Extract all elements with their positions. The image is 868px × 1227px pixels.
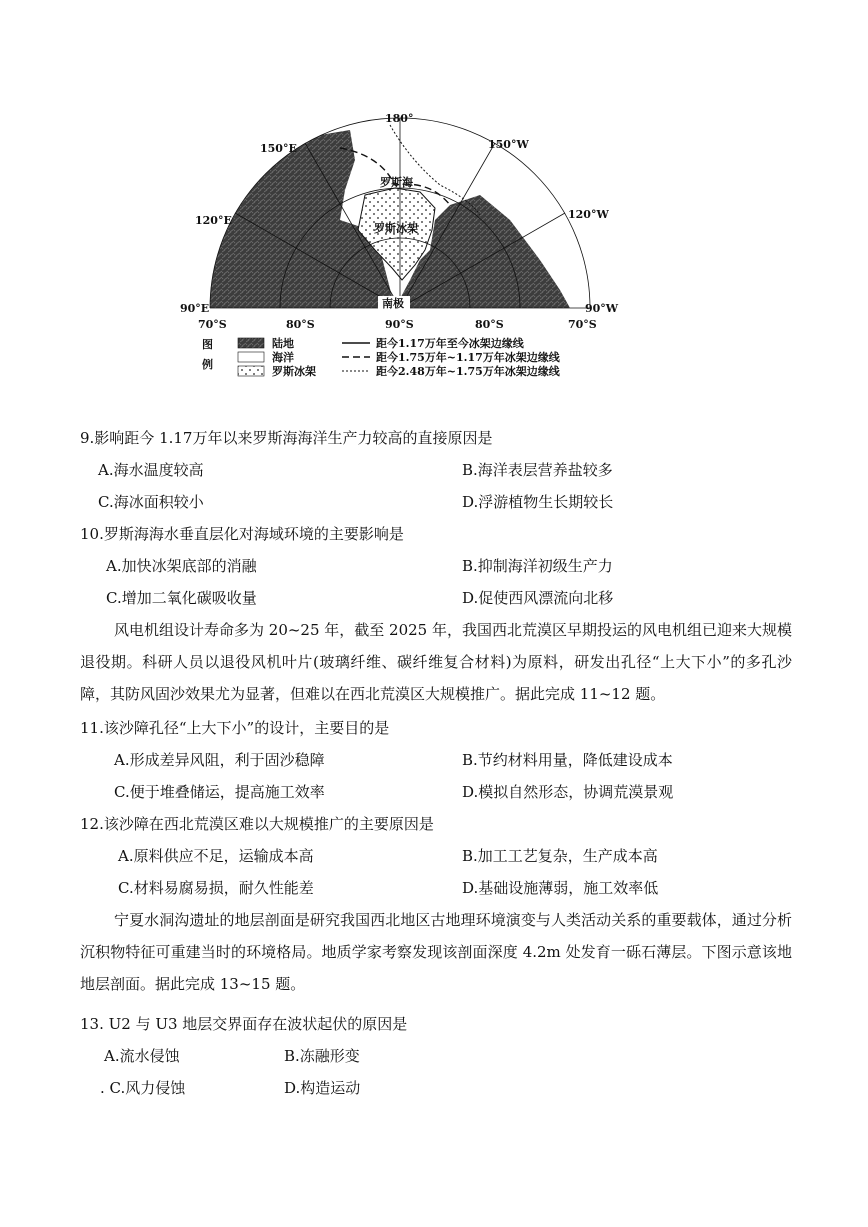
label-150w: 150°W [488, 138, 529, 151]
label-120w: 120°W [568, 208, 609, 221]
svg-text:距今2.48万年~1.75万年冰架边缘线: 距今2.48万年~1.75万年冰架边缘线 [376, 365, 560, 378]
svg-text:海洋: 海洋 [272, 351, 294, 364]
q12-option-a[interactable]: A.原料供应不足，运输成本高 [118, 847, 314, 865]
q12-option-c[interactable]: C.材料易腐易损，耐久性能差 [118, 879, 314, 897]
q13-option-a[interactable]: A.流水侵蚀 [104, 1047, 180, 1065]
label-80s-left: 80°S [286, 318, 315, 331]
q11-option-a[interactable]: A.形成差异风阻，利于固沙稳障 [114, 751, 325, 769]
passage-shuidonggou: 宁夏水洞沟遗址的地层剖面是研究我国西北地区古地理环境演变与人类活动关系的重要载体，通过分析沉积物特征可重建当时的环境格局。地质学家考察发现该剖面深度 4.2m 处发育一砾石薄层。下图示意该地地层剖面。据此完成 13~15 题。 [80, 911, 792, 993]
q9-stem: 9.影响距今 1.17万年以来罗斯海海洋生产力较高的直接原因是 [80, 429, 493, 447]
q10-stem: 10.罗斯海海水垂直层化对海域环境的主要影响是 [80, 525, 404, 543]
label-70s-left: 70°S [198, 318, 227, 331]
q13-option-c[interactable]: . C.风力侵蚀 [100, 1079, 186, 1097]
q10-option-b[interactable]: B.抑制海洋初级生产力 [462, 557, 613, 575]
q12-option-d[interactable]: D.基础设施薄弱，施工效率低 [462, 879, 659, 897]
q10-option-d[interactable]: D.促使西风漂流向北移 [462, 589, 614, 607]
q9-option-d[interactable]: D.浮游植物生长期较长 [462, 493, 614, 511]
q11-option-c[interactable]: C.便于堆叠储运，提高施工效率 [114, 783, 325, 801]
q13-option-d[interactable]: D.构造运动 [284, 1079, 361, 1097]
q10-option-c[interactable]: C.增加二氧化碳吸收量 [106, 589, 257, 607]
q11-stem: 11.该沙障孔径“上大下小”的设计，主要目的是 [80, 719, 390, 737]
svg-text:距今1.75万年~1.17万年冰架边缘线: 距今1.75万年~1.17万年冰架边缘线 [376, 351, 560, 364]
q9-option-c[interactable]: C.海冰面积较小 [98, 493, 204, 511]
q11-option-d[interactable]: D.模拟自然形态，协调荒漠景观 [462, 783, 674, 801]
passage-wind-turbine: 风电机组设计寿命多为 20~25 年，截至 2025 年，我国西北荒漠区早期投运的风电机组已迎来大规模退役期。科研人员以退役风机叶片(玻璃纤维、碳纤维复合材料)为原料，研发出孔径“上大下小”的多孔沙障，其防风固沙效果尤为显著，但难以在西北荒漠区大规模推广。据此完成 11~12 题。 [80, 621, 792, 703]
svg-text:距今1.17万年至今冰架边缘线: 距今1.17万年至今冰架边缘线 [376, 337, 524, 350]
q9-option-a[interactable]: A.海水温度较高 [98, 461, 204, 479]
label-90e: 90°E [180, 302, 210, 315]
label-90s: 90°S [385, 318, 414, 331]
label-150e: 150°E [260, 142, 297, 155]
q12-stem: 12.该沙障在西北荒漠区难以大规模推广的主要原因是 [80, 815, 434, 833]
label-80s-right: 80°S [475, 318, 504, 331]
legend [202, 336, 561, 378]
q12-option-b[interactable]: B.加工工艺复杂，生产成本高 [462, 847, 658, 865]
q10-option-a[interactable]: A.加快冰架底部的消融 [106, 557, 257, 575]
svg-text:罗斯冰架: 罗斯冰架 [272, 365, 316, 378]
label-90w: 90°W [585, 302, 619, 315]
label-120e: 120°E [195, 214, 232, 227]
q13-option-b[interactable]: B.冻融形变 [284, 1047, 360, 1065]
svg-text:例: 例 [202, 358, 213, 371]
svg-text:陆地: 陆地 [272, 337, 294, 350]
q11-option-b[interactable]: B.节约材料用量，降低建设成本 [462, 751, 673, 769]
label-south-pole: 南极 [382, 297, 404, 310]
q13-stem: 13. U2 与 U3 地层交界面存在波状起伏的原因是 [80, 1015, 408, 1033]
label-70s-right: 70°S [568, 318, 597, 331]
ross-sea-map [180, 100, 620, 390]
label-ross-sea: 罗斯海 [380, 176, 413, 189]
q9-option-b[interactable]: B.海洋表层营养盐较多 [462, 461, 613, 479]
label-ross-ice-shelf: 罗斯冰架 [374, 222, 418, 235]
svg-text:图: 图 [202, 338, 213, 351]
label-180: 180° [385, 112, 414, 125]
